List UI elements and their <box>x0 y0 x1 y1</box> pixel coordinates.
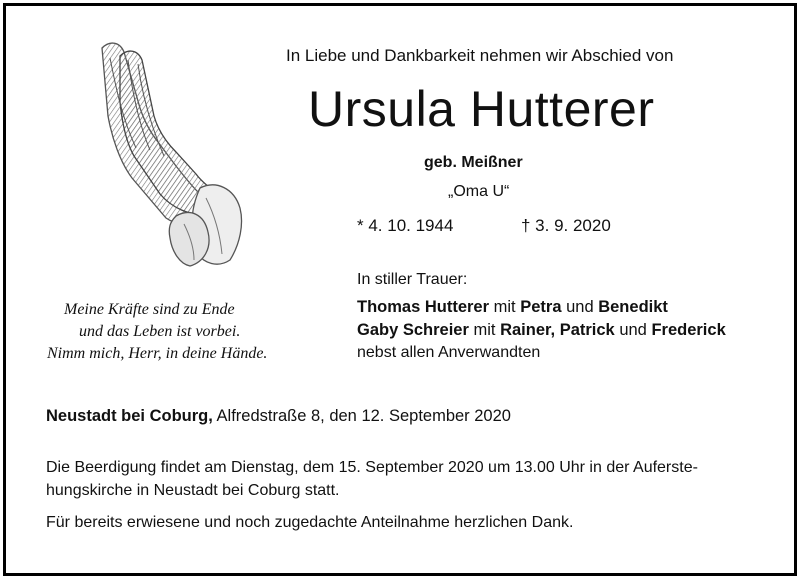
mourner-child: Benedikt <box>598 298 668 316</box>
birth-date: * 4. 10. 1944 <box>357 216 454 235</box>
mourner-partner: Rainer, Patrick <box>500 321 615 339</box>
mourner-connector: und <box>566 298 594 316</box>
mourner-connector: mit <box>493 298 516 316</box>
mourner-connector: und <box>619 321 647 339</box>
mourner-row-2 <box>357 321 726 340</box>
deceased-name: Ursula Hutterer <box>308 81 655 137</box>
mourner-partner: Petra <box>520 298 562 316</box>
intro-text: In Liebe und Dankbarkeit nehmen wir Abschied von <box>286 46 674 65</box>
praying-hands-icon <box>80 38 250 270</box>
poem-line-3: Nimm mich, Herr, in deine Hände. <box>47 345 268 362</box>
mourner-row-1 <box>357 298 668 317</box>
death-date: † 3. 9. 2020 <box>521 216 611 235</box>
mourner-name: Thomas Hutterer <box>357 298 490 316</box>
mourners-heading: In stiller Trauer: <box>357 271 468 288</box>
mourner-connector: mit <box>473 321 496 339</box>
maiden-name: geb. Meißner <box>424 154 523 171</box>
nickname: „Oma U“ <box>448 183 510 200</box>
mourner-row-3: nebst allen Anverwandten <box>357 344 541 361</box>
mourner-child: Frederick <box>651 321 726 339</box>
funeral-line-1: Die Beerdigung findet am Dienstag, dem 15. September 2020 um 13.00 Uhr in der Auferste- <box>46 459 698 476</box>
address-line <box>46 407 511 426</box>
funeral-line-2: hungskirche in Neustadt bei Coburg statt. <box>46 482 340 499</box>
poem-line-1: Meine Kräfte sind zu Ende <box>64 301 235 318</box>
poem-line-2: und das Leben ist vorbei. <box>79 323 241 340</box>
place-name: Neustadt bei Coburg, <box>46 407 213 425</box>
mourner-name: Gaby Schreier <box>357 321 469 339</box>
address-date: Alfredstraße 8, den 12. September 2020 <box>216 407 511 425</box>
thanks-line: Für bereits erwiesene und noch zugedachte Anteilnahme herzlichen Dank. <box>46 514 574 531</box>
